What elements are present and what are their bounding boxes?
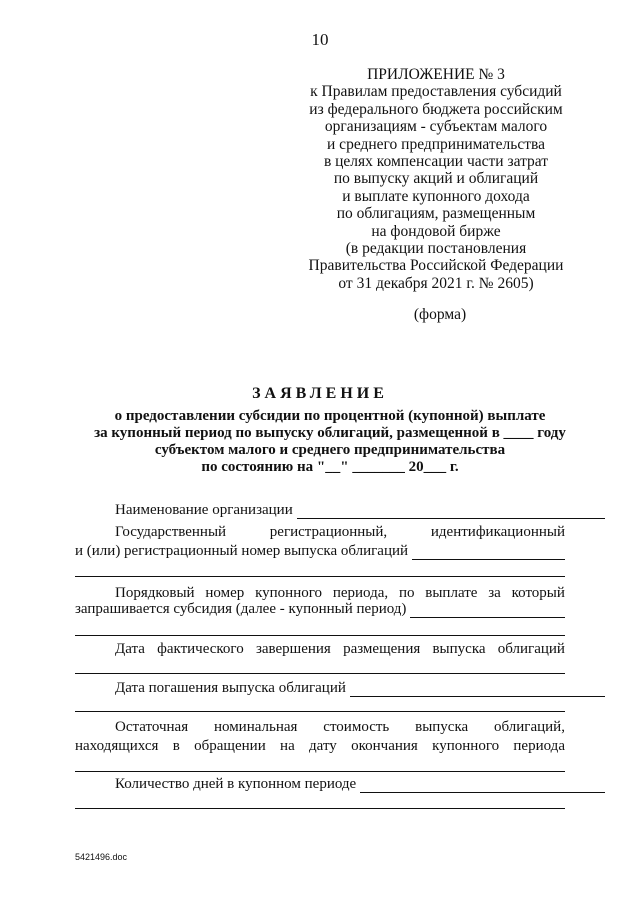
- appendix-line: от 31 декабря 2021 г. № 2605): [338, 274, 534, 292]
- residual-word: Остаточная: [115, 719, 189, 735]
- residual-row-1: [75, 719, 565, 736]
- residual-word: купонного: [432, 738, 500, 754]
- days-count-row: [75, 776, 605, 793]
- redemption-date-field[interactable]: [350, 682, 605, 697]
- redemption-continuation-line[interactable]: [75, 711, 565, 712]
- coupon-word: который: [511, 585, 565, 601]
- placement-date-word: завершения: [255, 641, 331, 657]
- placement-date-row: [75, 641, 565, 658]
- reg-number-field[interactable]: [412, 545, 565, 560]
- residual-word: окончания: [351, 738, 418, 754]
- coupon-word: периода,: [332, 585, 389, 601]
- coupon-row-1: [75, 585, 565, 602]
- document-subtitle: [70, 408, 590, 476]
- appendix-line: и среднего предпринимательства: [327, 135, 545, 153]
- redemption-date-label: Дата погашения выпуска облигаций: [115, 680, 346, 696]
- appendix-line: на фондовой бирже: [371, 222, 501, 240]
- appendix-line: (в редакции постановления: [345, 240, 527, 258]
- coupon-word: Порядковый: [115, 585, 195, 601]
- appendix-line: Правительства Российской Федерации: [308, 257, 564, 275]
- placement-date-word: фактического: [157, 641, 244, 657]
- residual-word: обращении: [194, 738, 266, 754]
- coupon-label: запрашивается субсидия (далее - купонный период): [75, 601, 407, 617]
- residual-word: дату: [309, 738, 337, 754]
- coupon-word: за: [488, 585, 501, 601]
- residual-word: периода: [513, 738, 565, 754]
- days-count-label: Количество дней в купонном периоде: [115, 776, 357, 792]
- reg-number-label: и (или) регистрационный номер выпуска облигаций: [75, 543, 409, 559]
- appendix-line: и выплате купонного дохода: [342, 187, 530, 205]
- coupon-word: номер: [205, 585, 245, 601]
- days-count-field[interactable]: [360, 778, 605, 793]
- placement-date-word: Дата: [115, 641, 145, 657]
- reg-number-word: идентификационный: [430, 524, 565, 540]
- reg-number-continuation-line[interactable]: [75, 576, 565, 577]
- org-name-label: Наименование организации: [115, 502, 293, 518]
- appendix-line: организациям - субъектам малого: [324, 118, 548, 136]
- reg-number-word: регистрационный,: [269, 524, 388, 540]
- form-label: (форма): [413, 306, 467, 323]
- coupon-continuation-line[interactable]: [75, 635, 565, 636]
- placement-date-word: облигаций: [497, 641, 565, 657]
- subtitle-line: за купонный период по выпуску облигаций, размещенной в ____ году: [94, 425, 566, 441]
- residual-word: облигаций,: [494, 719, 565, 735]
- page-number: 10: [311, 30, 329, 49]
- appendix-line: по выпуску акций и облигаций: [333, 170, 539, 188]
- residual-word: на: [280, 738, 295, 754]
- coupon-word: выплате: [425, 585, 478, 601]
- org-name-field[interactable]: [297, 504, 605, 519]
- appendix-block: [300, 66, 572, 292]
- coupon-word: по: [398, 585, 415, 601]
- file-name-footer: 5421496.doc: [75, 852, 128, 862]
- placement-date-field[interactable]: [75, 673, 565, 674]
- subtitle-line: по состоянию на "__" _______ 20___ г.: [201, 459, 459, 475]
- residual-value-field[interactable]: [75, 771, 565, 772]
- reg-number-row-2: [75, 543, 565, 560]
- placement-date-word: выпуска: [432, 641, 486, 657]
- coupon-period-field[interactable]: [410, 603, 565, 618]
- document-title: ЗАЯВЛЕНИЕ: [252, 385, 388, 402]
- residual-word: в: [172, 738, 180, 754]
- residual-word: находящихся: [75, 738, 159, 754]
- residual-word: стоимость: [323, 719, 390, 735]
- appendix-title: ПРИЛОЖЕНИЕ № 3: [367, 66, 505, 83]
- appendix-line: по облигациям, размещенным: [336, 205, 536, 223]
- reg-number-row-1: [75, 524, 565, 541]
- appendix-line: к Правилам предоставления субсидий: [310, 83, 562, 101]
- subtitle-line: о предоставлении субсидии по процентной (купонной) выплате: [114, 408, 546, 424]
- subtitle-line: субъектом малого и среднего предпринимательства: [154, 442, 506, 458]
- residual-word: выпуска: [415, 719, 469, 735]
- placement-date-word: размещения: [343, 641, 421, 657]
- redemption-date-row: [75, 680, 605, 697]
- residual-row-2: [75, 738, 565, 755]
- days-count-continuation-line[interactable]: [75, 808, 565, 809]
- reg-number-word: Государственный: [115, 524, 227, 540]
- residual-word: номинальная: [213, 719, 298, 735]
- coupon-row-2: [75, 601, 565, 618]
- appendix-line: в целях компенсации части затрат: [323, 153, 549, 171]
- org-name-row: [75, 502, 605, 519]
- coupon-word: купонного: [255, 585, 323, 601]
- appendix-line: из федерального бюджета российским: [309, 100, 563, 118]
